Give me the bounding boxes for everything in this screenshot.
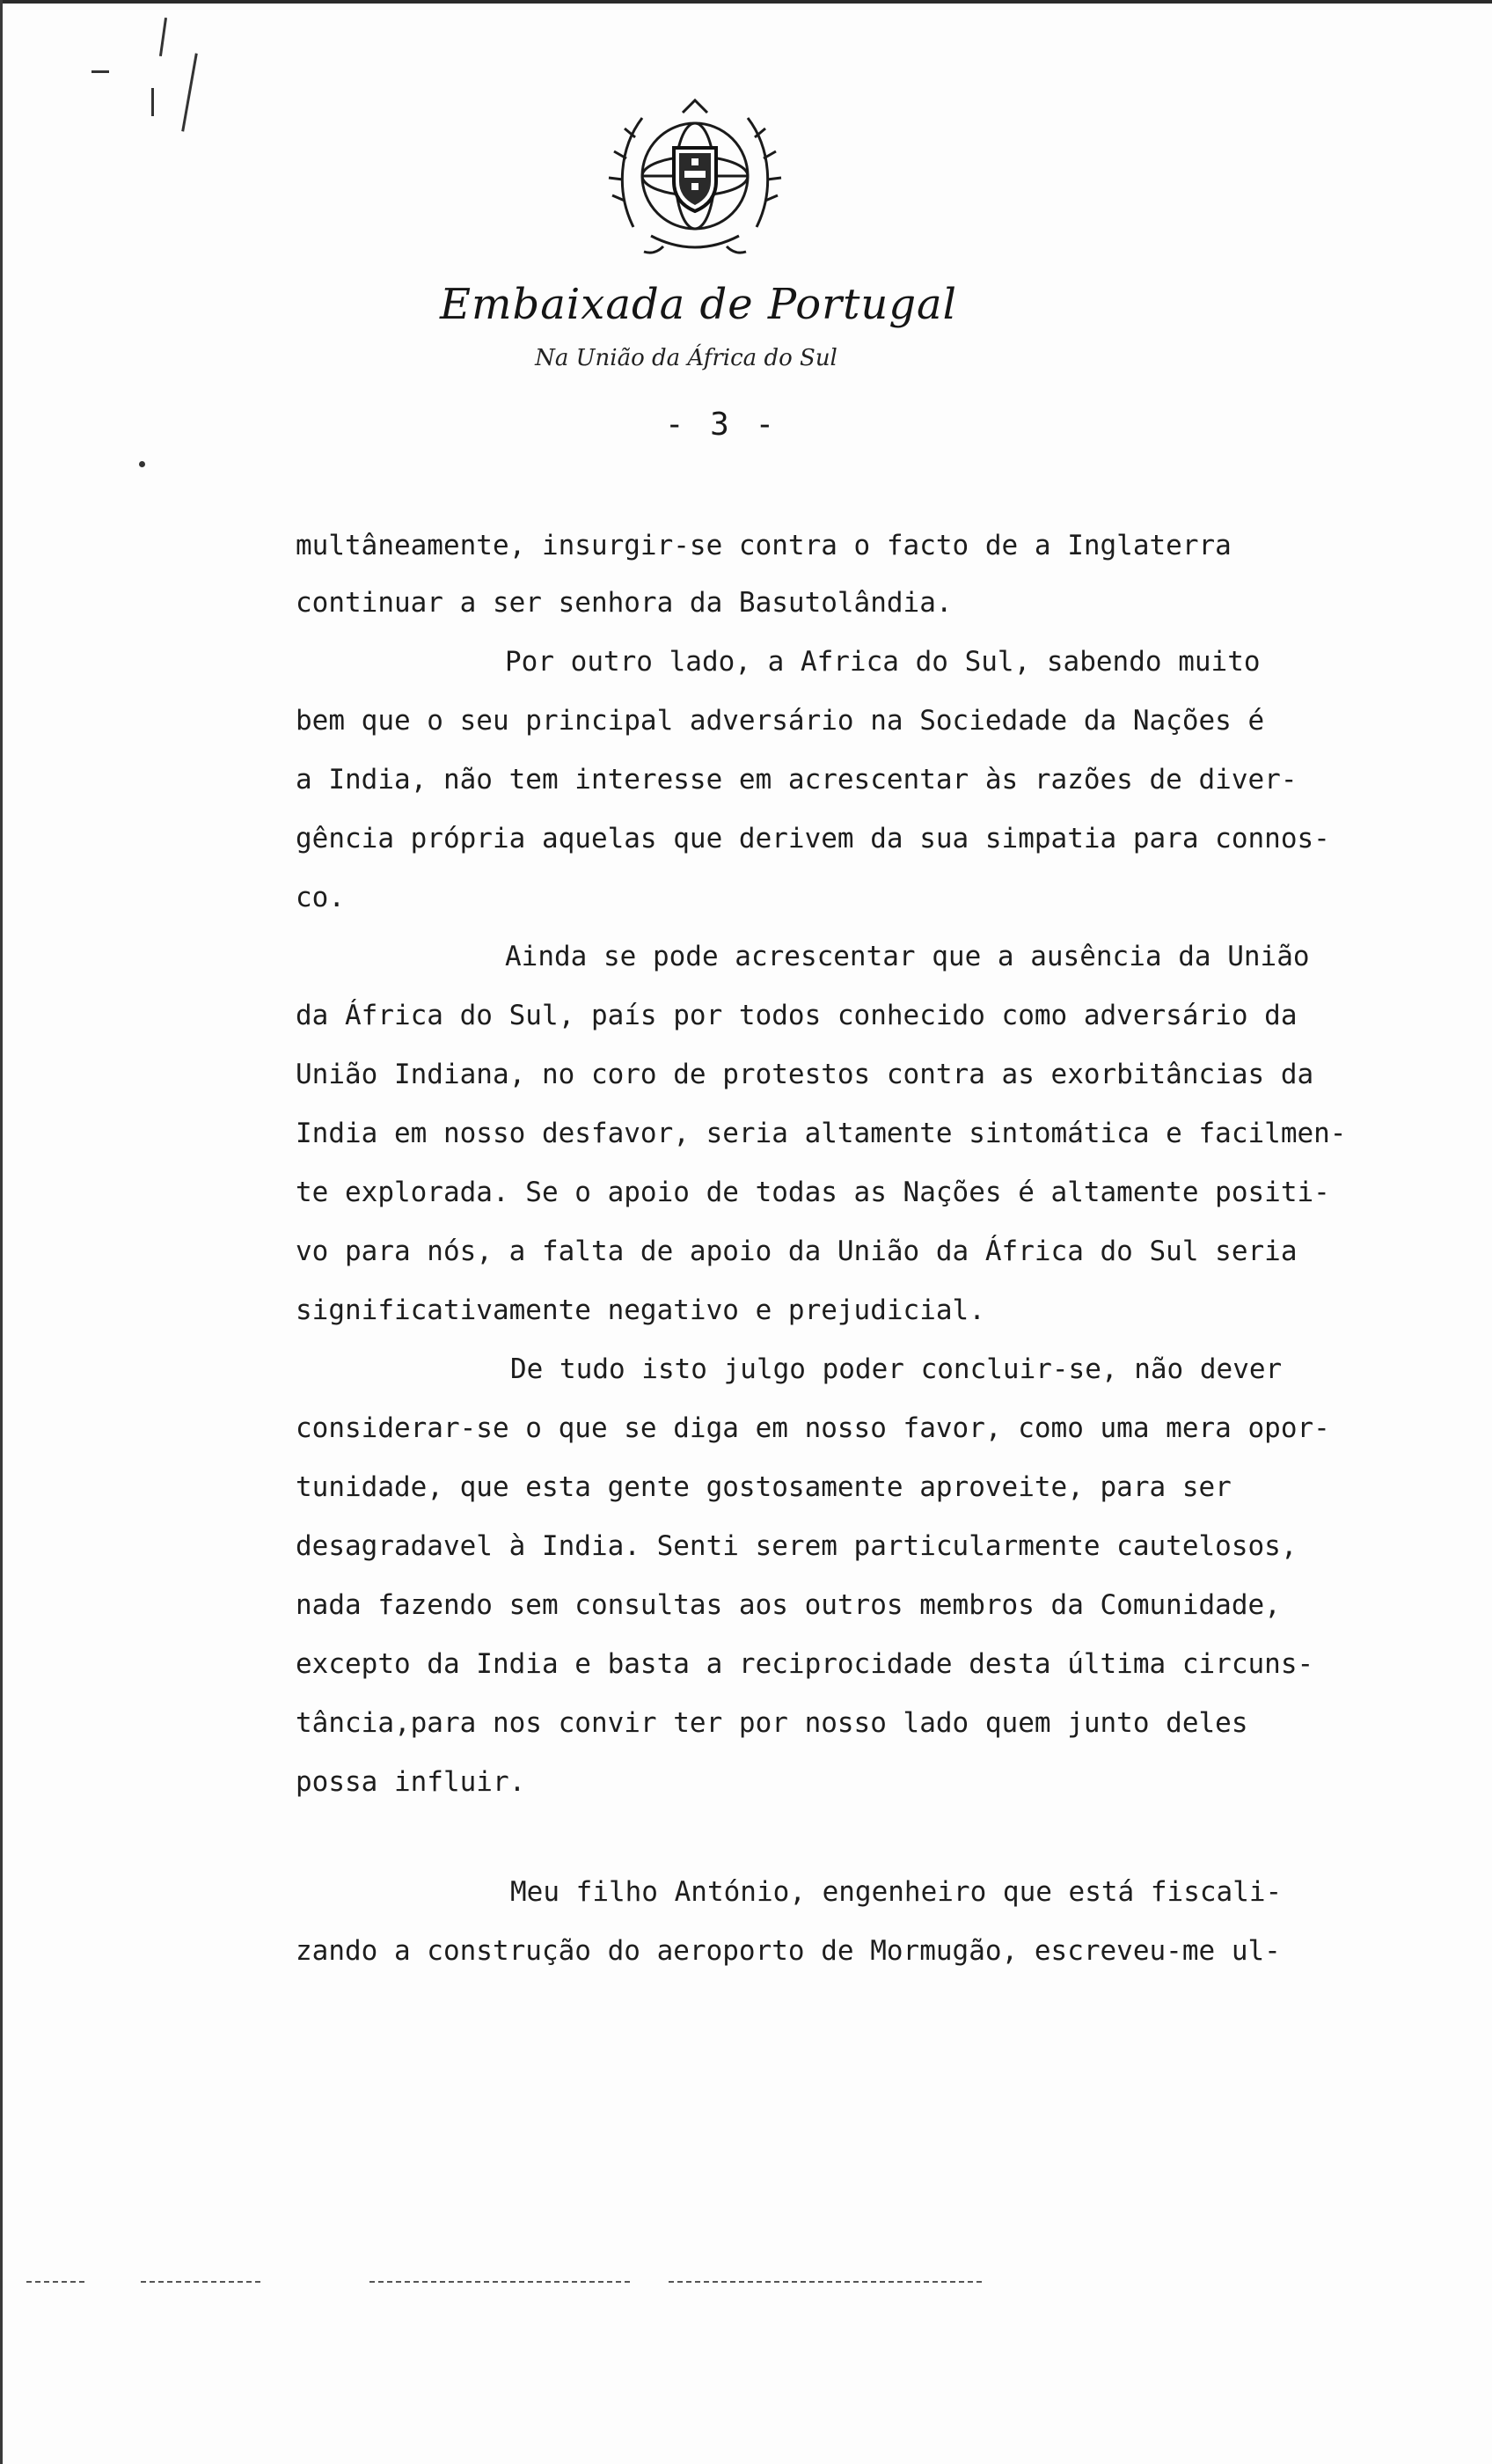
body-line: De tudo isto julgo poder concluir-se, não dever	[510, 1353, 1283, 1385]
scan-artifact-line	[141, 2281, 264, 2283]
scan-mark	[151, 88, 154, 116]
body-line: a India, não tem interesse em acrescentar às razões de diver-	[296, 764, 1298, 796]
body-line: zando a construção do aeroporto de Mormugão, escreveu-me ul-	[296, 1935, 1281, 1967]
scan-artifact-line	[369, 2281, 633, 2283]
scan-artifact-line	[26, 2281, 88, 2283]
coat-of-arms-emblem	[598, 95, 792, 262]
body-line: considerar-se o que se diga em nosso favor, como uma mera opor-	[296, 1412, 1330, 1444]
body-line: significativamente negativo e prejudicial.	[296, 1294, 985, 1326]
scan-artifact-line	[669, 2281, 985, 2283]
scan-mark	[139, 461, 145, 467]
scan-top-edge	[0, 0, 1492, 4]
scan-mark	[181, 53, 198, 131]
body-line: excepto da India e basta a reciprocidade desta última circuns-	[296, 1648, 1314, 1680]
body-line: te explorada. Se o apoio de todas as Nações é altamente positi-	[296, 1177, 1330, 1208]
body-line: continuar a ser senhora da Basutolândia.	[296, 587, 953, 619]
body-line: bem que o seu principal adversário na Sociedade da Nações é	[296, 705, 1265, 737]
body-line: Meu filho António, engenheiro que está fiscali-	[510, 1876, 1283, 1908]
body-line: vo para nós, a falta de apoio da União da África do Sul seria	[296, 1236, 1298, 1267]
scan-mark	[159, 18, 167, 56]
body-line: desagradavel à India. Senti serem particularmente cautelosos,	[296, 1530, 1298, 1562]
body-line: União Indiana, no coro de protestos contra as exorbitâncias da	[296, 1059, 1314, 1090]
body-line: tância,para nos convir ter por nosso lado quem junto deles	[296, 1707, 1248, 1739]
letterhead-title: Embaixada de Portugal	[440, 280, 958, 329]
scan-mark	[91, 70, 109, 73]
body-line: co.	[296, 882, 345, 913]
page-number: - 3 -	[664, 407, 779, 443]
body-line: da África do Sul, país por todos conhecido como adversário da	[296, 1000, 1298, 1031]
body-line: nada fazendo sem consultas aos outros membros da Comunidade,	[296, 1589, 1281, 1621]
body-line: gência própria aquelas que derivem da sua simpatia para connos-	[296, 823, 1330, 854]
scan-left-edge	[0, 0, 3, 2464]
body-line: Ainda se pode acrescentar que a ausência da União	[505, 941, 1310, 972]
body-line: tunidade, que esta gente gostosamente aproveite, para ser	[296, 1471, 1232, 1503]
body-line: Por outro lado, a Africa do Sul, sabendo muito	[505, 646, 1261, 678]
body-line: multâneamente, insurgir-se contra o facto de a Inglaterra	[296, 530, 1232, 561]
letterhead-subtitle: Na União da África do Sul	[535, 345, 837, 371]
body-line: possa influir.	[296, 1766, 526, 1798]
body-line: India em nosso desfavor, seria altamente sintomática e facilmen-	[296, 1118, 1347, 1149]
